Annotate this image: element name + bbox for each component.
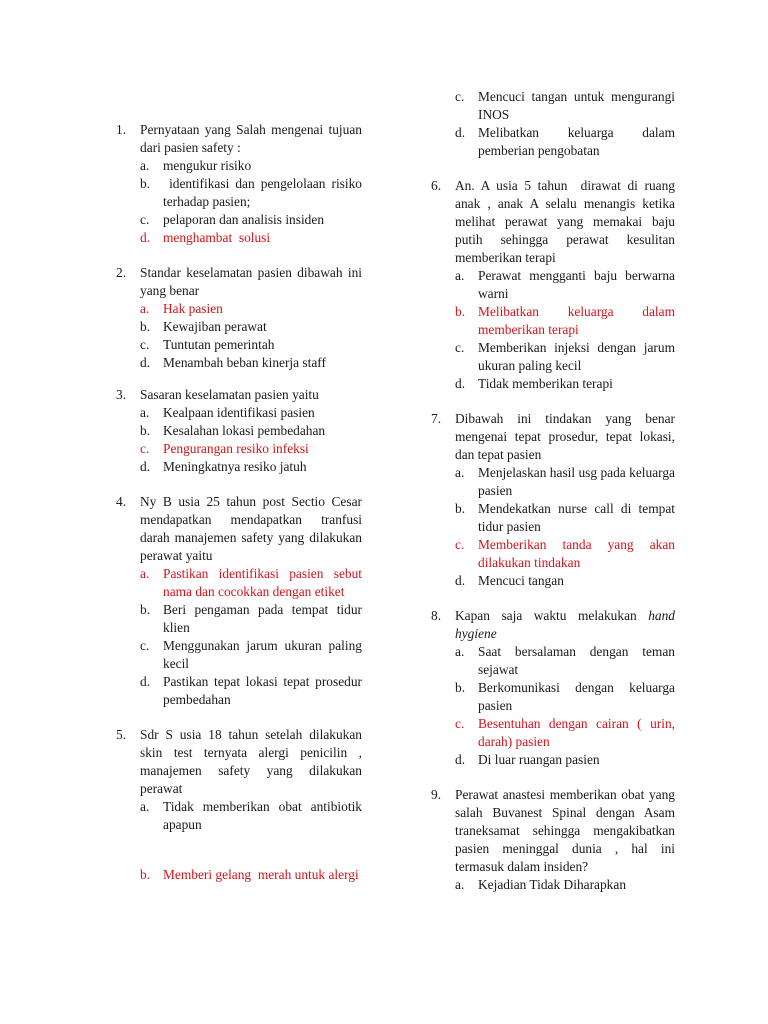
- question-8: [431, 607, 675, 769]
- option: b. Berkomunikasi dengan keluarga pasien: [455, 680, 675, 713]
- option-answer: d. menghambat solusi: [140, 230, 271, 245]
- question-number: 1.: [116, 122, 127, 137]
- question-number: 4.: [116, 494, 127, 509]
- question-stem: Dibawah ini tindakan yang benar mengenai tepat prosedur, tepat lokasi, dan tepat pasien: [455, 411, 675, 462]
- option: a. Kealpaan identifikasi pasien: [140, 405, 315, 420]
- option: d. Meningkatnya resiko jatuh: [140, 459, 307, 474]
- question-number: 5.: [116, 727, 127, 742]
- option: d. Mencuci tangan: [455, 573, 564, 588]
- right-column: [431, 88, 679, 894]
- question-stem: Ny B usia 25 tahun post Sectio Cesar mendapatkan mendapatkan tranfusi darah manajemen safety yang dilakukan perawat yaitu: [140, 494, 362, 563]
- option: a. mengukur risiko: [140, 158, 252, 173]
- option: d. Pastikan tepat lokasi tepat prosedur pembedahan: [140, 674, 362, 707]
- question-7: [431, 410, 675, 590]
- question-stem: Kapan saja waktu melakukan hand hygiene: [455, 608, 675, 641]
- option: d. Menambah beban kinerja staff: [140, 355, 326, 370]
- question-3: [116, 386, 362, 476]
- question-stem: Sasaran keselamatan pasien yaitu: [140, 387, 319, 402]
- option: a. Kejadian Tidak Diharapkan: [455, 877, 627, 892]
- option: a. Perawat mengganti baju berwarna warni: [455, 268, 675, 301]
- option: b. Kesalahan lokasi pembedahan: [140, 423, 326, 438]
- option: b. identifikasi dan pengelolaan risiko terhadap pasien;: [140, 176, 366, 209]
- question-5: [116, 726, 362, 884]
- option: b. Mendekatkan nurse call di tempat tidur pasien: [455, 501, 675, 534]
- question-stem: Standar keselamatan pasien dibawah ini yang benar: [140, 265, 362, 298]
- option-answer: b. Melibatkan keluarga dalam memberikan terapi: [455, 304, 675, 337]
- question-number: 6.: [431, 178, 442, 193]
- option: a. Saat bersalaman dengan teman sejawat: [455, 644, 675, 677]
- option: c. Tuntutan pemerintah: [140, 337, 275, 352]
- question-2: [116, 264, 362, 372]
- option: d. Tidak memberikan terapi: [455, 376, 613, 391]
- option-answer: b. Memberi gelang merah untuk alergi: [140, 867, 359, 882]
- question-stem: Pernyataan yang Salah mengenai tujuan dari pasien safety :: [140, 122, 362, 155]
- option: b. Kewajiban perawat: [140, 319, 267, 334]
- question-9: [431, 786, 675, 894]
- question-stem: Sdr S usia 18 tahun setelah dilakukan skin test ternyata alergi penicilin , manajemen safety yang dilakukan perawat: [140, 727, 362, 796]
- italic-term: hand hygiene: [455, 608, 675, 641]
- option-answer: c. Pengurangan resiko infeksi: [140, 441, 309, 456]
- option-answer: a. Hak pasien: [140, 301, 223, 316]
- question-stem: Perawat anastesi memberikan obat yang salah Buvanest Spinal dengan Asam traneksamat sehingga mengakibatkan pasien meninggal dunia , hal ini termasuk dalam insiden?: [455, 787, 675, 874]
- question-number: 8.: [431, 608, 442, 623]
- left-column: [116, 121, 366, 884]
- question-number: 9.: [431, 787, 442, 802]
- question-stem: An. A usia 5 tahun dirawat di ruang anak , anak A selalu menangis ketika melihat perawat yang memakai baju putih sehingga perawat kesulitan memberikan terapi: [455, 178, 679, 265]
- option: b. Beri pengaman pada tempat tidur klien: [140, 602, 362, 635]
- option-answer: c. Memberikan tanda yang akan dilakukan tindakan: [455, 537, 675, 570]
- option-answer: c. Besentuhan dengan cairan ( urin, darah) pasien: [455, 716, 675, 749]
- question-5-continued-options: [431, 88, 675, 160]
- question-number: 7.: [431, 411, 442, 426]
- question-4: [116, 493, 362, 709]
- option: c. pelaporan dan analisis insiden: [140, 212, 325, 227]
- question-number: 2.: [116, 265, 127, 280]
- option: d. Di luar ruangan pasien: [455, 752, 600, 767]
- option: c. Mencuci tangan untuk mengurangi INOS: [455, 89, 675, 122]
- option: a. Tidak memberikan obat antibiotik apapun: [140, 799, 362, 832]
- option: d. Melibatkan keluarga dalam pemberian pengobatan: [455, 125, 675, 158]
- option-answer: a. Pastikan identifikasi pasien sebut nama dan cocokkan dengan etiket: [140, 566, 362, 599]
- option: c. Memberikan injeksi dengan jarum ukuran paling kecil: [455, 340, 675, 373]
- option: c. Menggunakan jarum ukuran paling kecil: [140, 638, 362, 671]
- option: a. Menjelaskan hasil usg pada keluarga pasien: [455, 465, 675, 498]
- question-6: [431, 177, 679, 393]
- question-number: 3.: [116, 387, 127, 402]
- question-1: [116, 121, 366, 247]
